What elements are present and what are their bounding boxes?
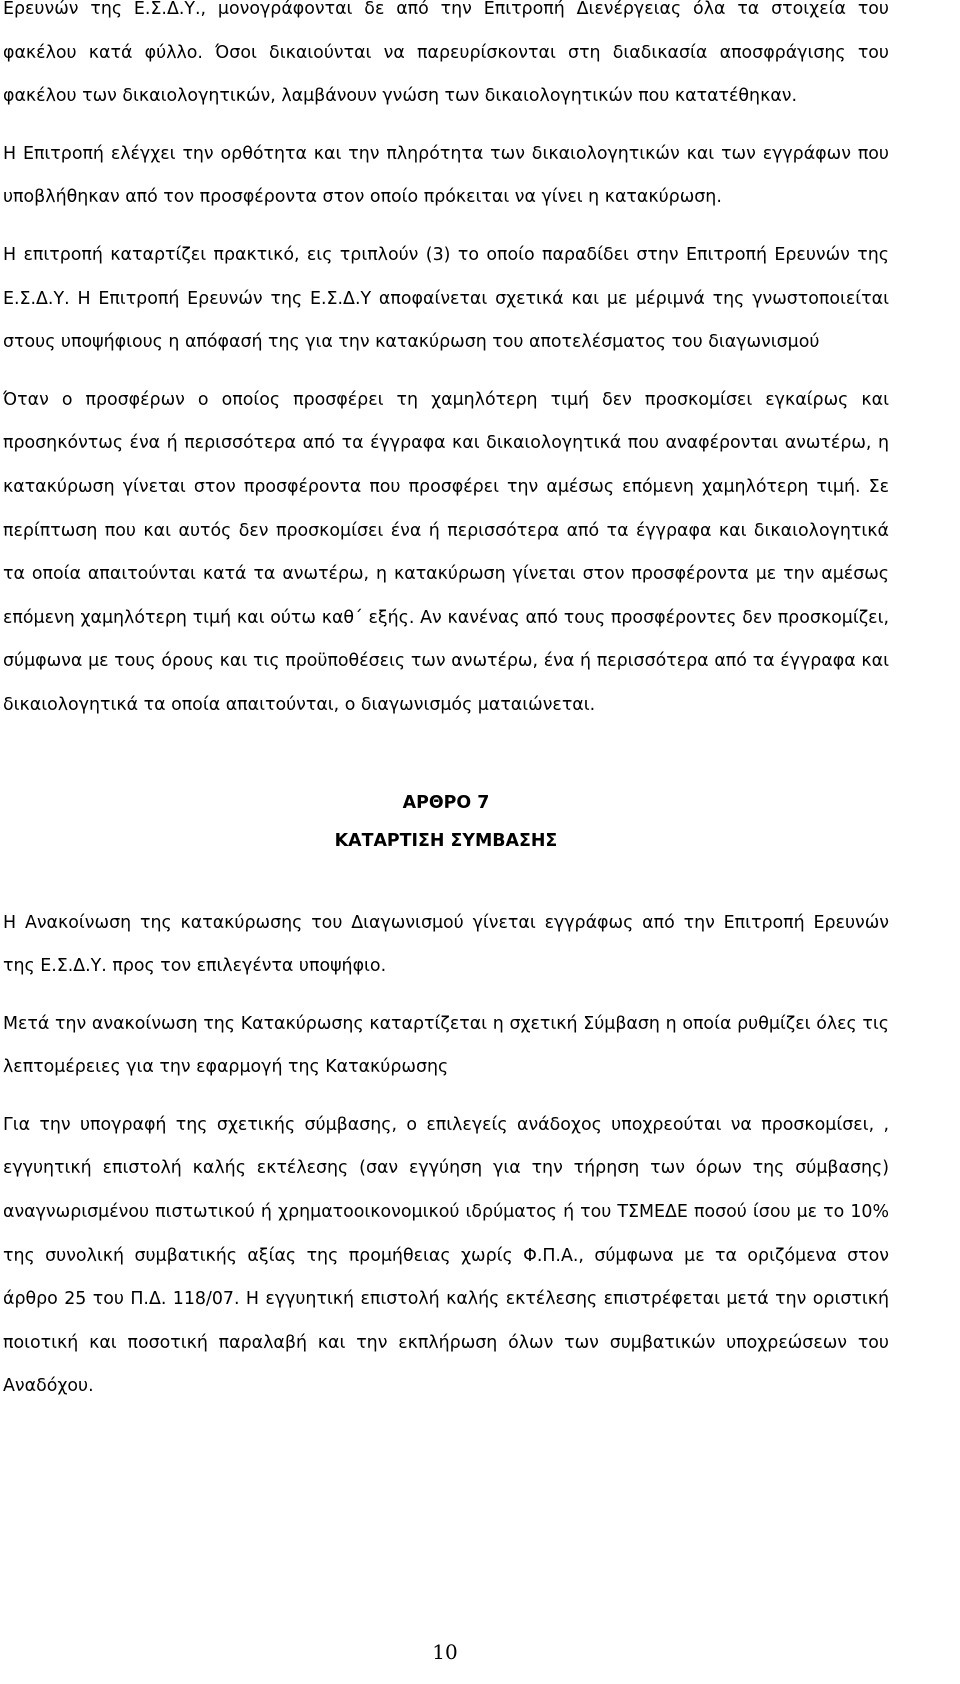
- paragraph-opening-procedure: Ερευνών της Ε.Σ.Δ.Υ., μονογράφονται δε από την Επιτροπή Διενέργειας όλα τα στοιχεία του φακέλου κατά φύλλο. Όσοι δικαιούνται να παρευρίσκονται στη διαδικασία αποσφράγισης του φακέλου των δικαιολογητικών, λαμβάνουν γνώση των δικαιολογητικών που κατατέθηκαν.: [3, 0, 889, 107]
- paragraph-committee-report: Η επιτροπή καταρτίζει πρακτικό, εις τριπλούν (3) το οποίο παραδίδει στην Επιτροπή Ερευνών της Ε.Σ.Δ.Υ. Η Επιτροπή Ερευνών της Ε.Σ.Δ.Υ αποφαίνεται σχετικά και με μέριμνά της γνωστοποιείται στους υποψήφιους η απόφασή της για την κατακύρωση του αποτελέσματος του διαγωνισμού: [3, 244, 889, 353]
- paragraph-lowest-bidder: Όταν ο προσφέρων ο οποίος προσφέρει τη χαμηλότερη τιμή δεν προσκομίσει εγκαίρως και προσηκόντως ένα ή περισσότερα από τα έγγραφα και δικαιολογητικά που αναφέρονται ανωτέρω, η κατακύρωση γίνεται στον προσφέροντα που προσφέρει την αμέσως επόμενη χαμηλότερη τιμή. Σε περίπτωση που και αυτός δεν προσκομίσει ένα ή περισσότερα από τα έγγραφα και δικαιολογητικά τα οποία απαιτούνται κατά τα ανωτέρω, η κατακύρωση γίνεται στον προσφέροντα με την αμέσως επόμενη χαμηλότερη τιμή και ούτω καθ΄ εξής. Αν κανένας από τους προσφέροντες δεν προσκομίζει, σύμφωνα με τους όρους και τις προϋποθέσεις των ανωτέρω, ένα ή περισσότερα από τα έγγραφα και δικαιολογητικά τα οποία απαιτούνται, ο διαγωνισμός ματαιώνεται.: [3, 389, 889, 715]
- paragraph-performance-guarantee: Για την υπογραφή της σχετικής σύμβασης, ο επιλεγείς ανάδοχος υποχρεούται να προσκομίσει, , εγγυητική επιστολή καλής εκτέλεσης (σαν εγγύηση για την τήρηση των όρων της σύμβασης) αναγνωρισμένου πιστωτικού ή χρηματοοικονομικού ιδρύματος ή του ΤΣΜΕΔΕ ποσού ίσου με το 10% της συνολική συμβατικής αξίας της προμήθειας χωρίς Φ.Π.Α., σύμφωνα με τα οριζόμενα στον άρθρο 25 του Π.Δ. 118/07. Η εγγυητική επιστολή καλής εκτέλεσης επιστρέφεται μετά την οριστική ποιοτική και ποσοτική παραλαβή και την εκπλήρωση όλων των συμβατικών υποχρεώσεων του Αναδόχου.: [3, 1114, 889, 1397]
- document-body: [3, 0, 889, 1423]
- paragraph-award-announcement: Η Ανακοίνωση της κατακύρωσης του Διαγωνισμού γίνεται εγγράφως από την Επιτροπή Ερευνών της Ε.Σ.Δ.Υ. προς τον επιλεγέντα υποψήφιο.: [3, 912, 889, 977]
- article-heading: [3, 784, 889, 860]
- paragraph-committee-check: Η Επιτροπή ελέγχει την ορθότητα και την πληρότητα των δικαιολογητικών και των εγγράφων που υποβλήθηκαν από τον προσφέροντα στον οποίο πρόκειται να γίνει η κατακύρωση.: [3, 143, 889, 208]
- paragraph-contract-drafting: Μετά την ανακοίνωση της Κατακύρωσης καταρτίζεται η σχετική Σύμβαση η οποία ρυθμίζει όλες τις λεπτομέρειες για την εφαρμογή της Κατακύρωσης: [3, 1013, 889, 1078]
- article-title: ΚΑΤΑΡΤΙΣΗ ΣΥΜΒΑΣΗΣ: [334, 830, 558, 851]
- article-number: ΑΡΘΡΟ 7: [402, 792, 490, 813]
- page-number: 10: [432, 1640, 458, 1664]
